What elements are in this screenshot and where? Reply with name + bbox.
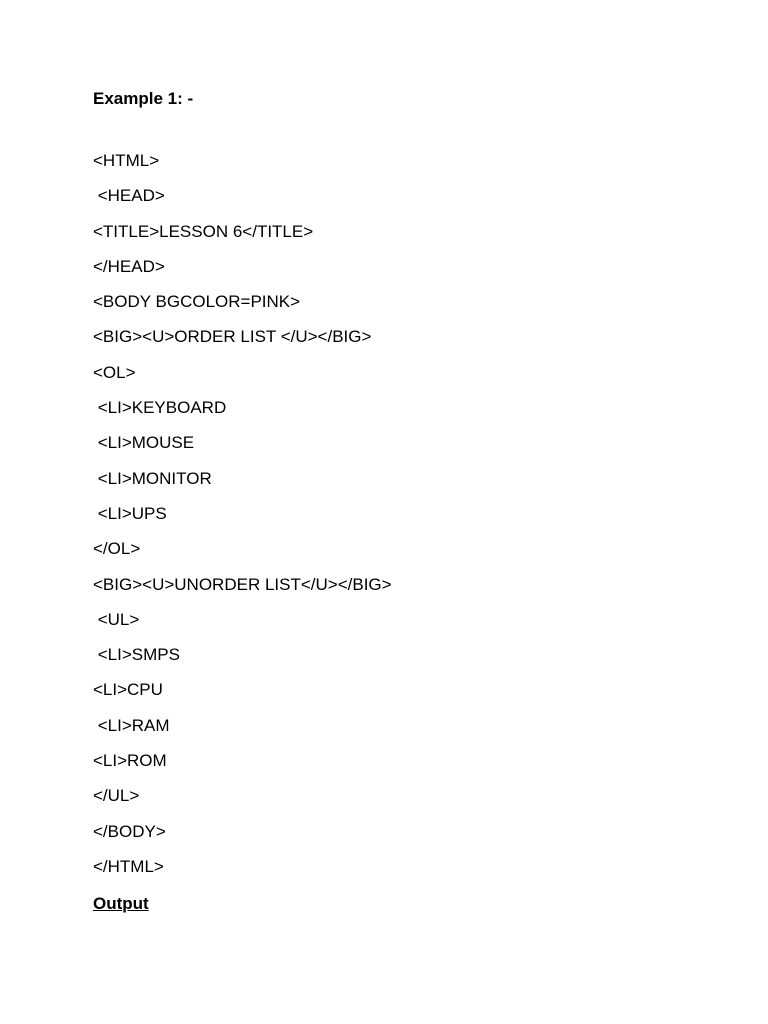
code-line: <BIG><U>UNORDER LIST</U></BIG> [93,574,392,594]
code-line: <LI>RAM [93,715,170,735]
code-line: </UL> [93,786,140,806]
output-label: Output [93,894,149,913]
code-line: <UL> [93,609,140,629]
code-line: </BODY> [93,821,166,841]
example-heading: Example 1: - [93,89,194,108]
code-line: </HEAD> [93,256,165,276]
code-line: <LI>KEYBOARD [93,398,227,418]
code-line: <OL> [93,362,136,382]
code-line: </HTML> [93,856,164,876]
code-line: <LI>MOUSE [93,433,195,453]
code-line: <HEAD> [93,186,165,206]
code-line: <LI>CPU [93,680,163,700]
code-line: </OL> [93,539,141,559]
code-line: <HTML> [93,151,160,170]
code-line: <BIG><U>ORDER LIST </U></BIG> [93,327,372,347]
code-line: <LI>UPS [93,503,167,523]
code-listing [93,150,392,891]
code-line: <BODY BGCOLOR=PINK> [93,292,301,312]
code-line: <LI>ROM [93,751,167,771]
code-line: <LI>SMPS [93,645,180,665]
code-line: <LI>MONITOR [93,468,212,488]
code-line: <TITLE>LESSON 6</TITLE> [93,221,314,241]
